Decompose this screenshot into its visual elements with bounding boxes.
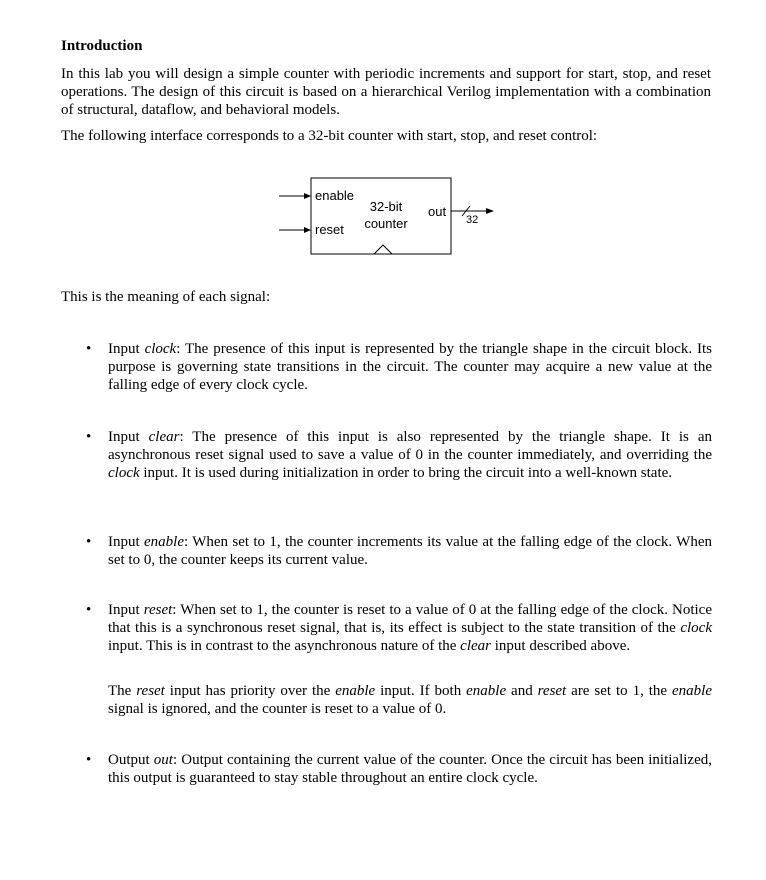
bullet-icon: • <box>86 602 92 618</box>
section-heading: Introduction <box>61 38 143 54</box>
out-arrow <box>486 208 494 214</box>
interface-paragraph: The following interface corresponds to a 32-bit counter with start, stop, and reset control: <box>61 128 598 144</box>
counter-block-diagram <box>276 176 496 258</box>
list-item-text: Input clear: The presence of this input is also represented by the triangle shape. It is an asynchronous reset signal used to save a value of 0 in the counter immediately, and overriding the clock input. It is used during initialization in order to bring the circuit into a well-known state. <box>108 429 713 481</box>
list-item-text: Input enable: When set to 1, the counter increments its value at the falling edge of the clock. When set to 0, the counter keeps its current value. <box>108 534 712 568</box>
block-label-size: 32-bit <box>369 199 403 214</box>
list-item-text: Input clock: The presence of this input is represented by the triangle shape in the circuit block. Its purpose is governing state transitions in the circuit. The counter may acquire a new value at the falling edge of every clock cycle. <box>108 341 712 393</box>
bullet-icon: • <box>86 341 92 357</box>
out-label: out <box>428 204 447 219</box>
reset-input-arrow <box>304 227 311 233</box>
list-item-text: Input reset: When set to 1, the counter is reset to a value of 0 at the falling edge of the clock. Notice that this is a synchronous reset signal, that is, its effect is subject to the state transition of the clock input. This is in contrast to the asynchronous nature of the clear input described above. <box>108 602 712 654</box>
signals-intro: This is the meaning of each signal: <box>61 289 271 305</box>
block-label-name: counter <box>364 216 408 231</box>
bullet-icon: • <box>86 534 92 550</box>
reset-label: reset <box>315 222 344 237</box>
list-item-text: Output out: Output containing the current value of the counter. Once the circuit has been initialized, this output is guaranteed to stay stable throughout an entire clock cycle. <box>108 752 712 786</box>
bullet-icon: • <box>86 429 92 445</box>
bullet-icon: • <box>86 752 92 768</box>
reset-priority-note: The reset input has priority over the enable input. If both enable and reset are set to 1, the enable signal is ignored, and the counter is reset to a value of 0. <box>108 683 712 717</box>
intro-paragraph: In this lab you will design a simple counter with periodic increments and support for start, stop, and reset operations. The design of this circuit is based on a hierarchical Verilog implementation with a combination of structural, dataflow, and behavioral models. <box>61 66 711 118</box>
enable-label: enable <box>315 188 355 203</box>
enable-input-arrow <box>304 193 311 199</box>
bus-width-label: 32 <box>466 214 479 226</box>
